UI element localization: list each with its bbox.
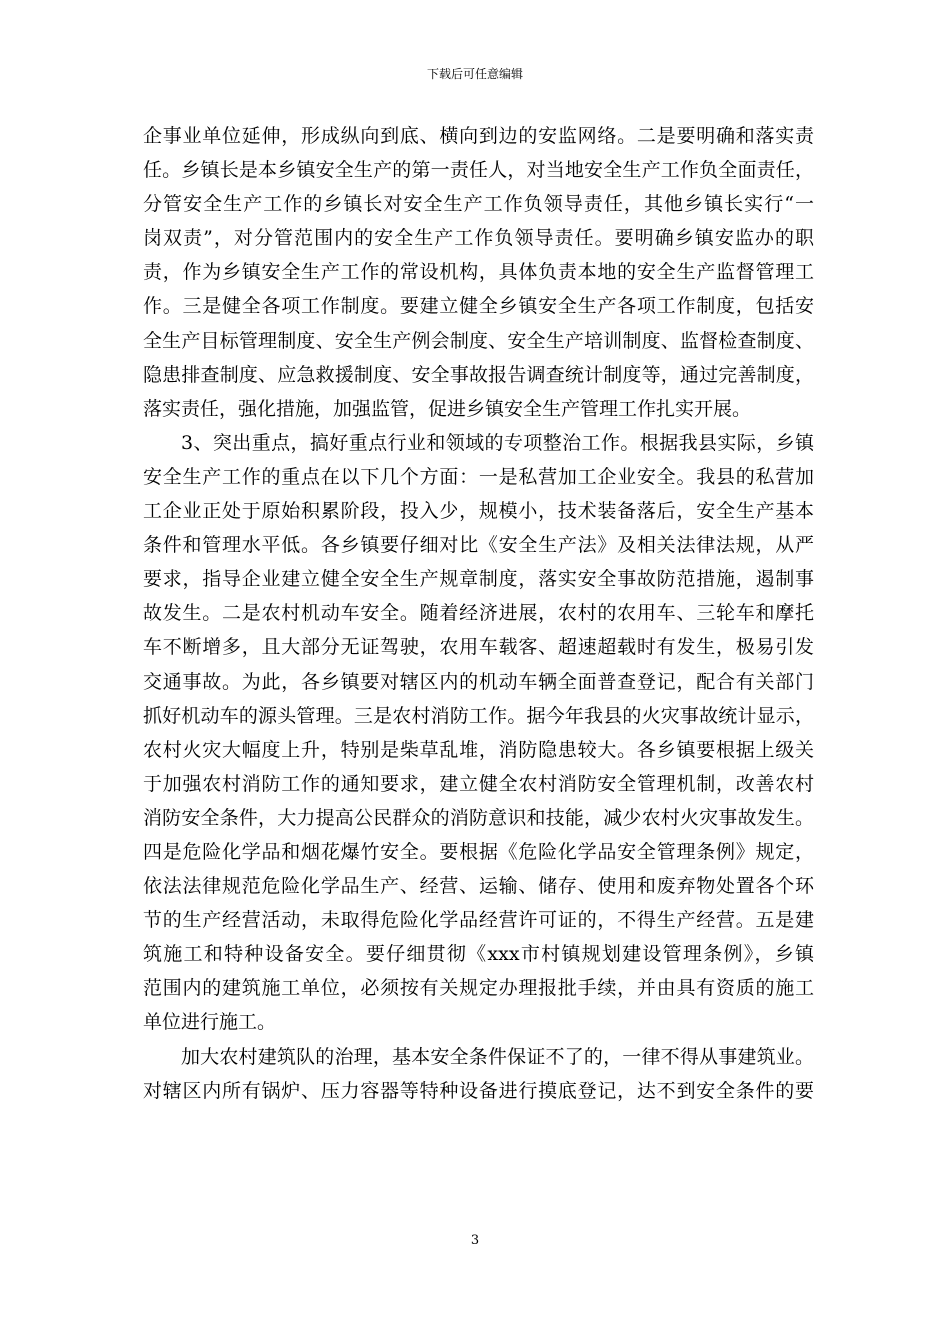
text-line: 筑施工和特种设备安全。要仔细贯彻《xxx市村镇规划建设管理条例》，乡镇 bbox=[143, 943, 814, 966]
text-line: 企事业单位延伸，形成纵向到底、横向到边的安监网络。二是要明确和落实责 bbox=[143, 125, 814, 147]
text-line: 范围内的建筑施工单位，必须按有关规定办理报批手续，并由具有资质的施工 bbox=[143, 977, 814, 1000]
page-number: 3 bbox=[470, 1233, 480, 1248]
text-line: 节的生产经营活动，未取得危险化学品经营许可证的，不得生产经营。五是建 bbox=[143, 909, 814, 932]
text-line: 全生产目标管理制度、安全生产例会制度、安全生产培训制度、监督检查制度、 bbox=[143, 329, 814, 352]
text-line: 安全生产工作的重点在以下几个方面：一是私营加工企业安全。我县的私营加 bbox=[143, 465, 814, 488]
text-line: 作。三是健全各项工作制度。要建立健全乡镇安全生产各项工作制度，包括安 bbox=[143, 295, 814, 318]
text-line: 对辖区内所有锅炉、压力容器等特种设备进行摸底登记，达不到安全条件的要 bbox=[143, 1079, 814, 1102]
text-line: 分管安全生产工作的乡镇长对安全生产工作负领导责任，其他乡镇长实行“一 bbox=[143, 193, 814, 216]
text-line: 单位进行施工。 bbox=[143, 1011, 277, 1034]
text-line: 消防安全条件，大力提高公民群众的消防意识和技能，减少农村火灾事故发生。 bbox=[143, 806, 814, 829]
text-line: 要求，指导企业建立健全安全生产规章制度，落实安全事故防范措施，遏制事 bbox=[143, 568, 814, 591]
body-text bbox=[143, 119, 814, 1108]
text-line: 岗双责”，对分管范围内的安全生产工作负领导责任。要明确乡镇安监办的职 bbox=[143, 227, 814, 250]
text-line: 故发生。二是农村机动车安全。随着经济进展，农村的农用车、三轮车和摩托 bbox=[143, 602, 814, 625]
text-line: 农村火灾大幅度上升，特别是柴草乱堆，消防隐患较大。各乡镇要根据上级关 bbox=[143, 738, 814, 761]
paragraph-first-line: 3、突出重点，搞好重点行业和领域的专项整治工作。根据我县实际，乡镇 bbox=[181, 431, 814, 454]
text-line: 隐患排查制度、应急救援制度、安全事故报告调查统计制度等，通过完善制度， bbox=[143, 363, 814, 386]
text-line: 于加强农村消防工作的通知要求，建立健全农村消防安全管理机制，改善农村 bbox=[143, 772, 814, 795]
text-line: 工企业正处于原始积累阶段，投入少，规模小，技术装备落后，安全生产基本 bbox=[143, 500, 814, 523]
page-header: 下载后可任意编辑 bbox=[426, 67, 523, 81]
text-line: 落实责任，强化措施，加强监管，促进乡镇安全生产管理工作扎实开展。 bbox=[143, 397, 752, 420]
text-line: 四是危险化学品和烟花爆竹安全。要根据《危险化学品安全管理条例》规定， bbox=[143, 840, 814, 863]
text-line: 条件和管理水平低。各乡镇要仔细对比《安全生产法》及相关法律法规，从严 bbox=[143, 534, 814, 557]
text-line: 车不断增多，且大部分无证驾驶，农用车载客、超速超载时有发生，极易引发 bbox=[143, 636, 814, 659]
paragraph-first-line: 加大农村建筑队的治理，基本安全条件保证不了的，一律不得从事建筑业。 bbox=[181, 1045, 814, 1068]
text-line: 抓好机动车的源头管理。三是农村消防工作。据今年我县的火灾事故统计显示， bbox=[143, 704, 814, 727]
text-line: 任。乡镇长是本乡镇安全生产的第一责任人，对当地安全生产工作负全面责任， bbox=[143, 159, 814, 182]
text-line: 依法法律规范危险化学品生产、经营、运输、储存、使用和废弃物处置各个环 bbox=[143, 875, 814, 898]
text-line: 交通事故。为此，各乡镇要对辖区内的机动车辆全面普查登记，配合有关部门 bbox=[143, 670, 814, 693]
text-line: 责，作为乡镇安全生产工作的常设机构，具体负责本地的安全生产监督管理工 bbox=[143, 261, 814, 284]
